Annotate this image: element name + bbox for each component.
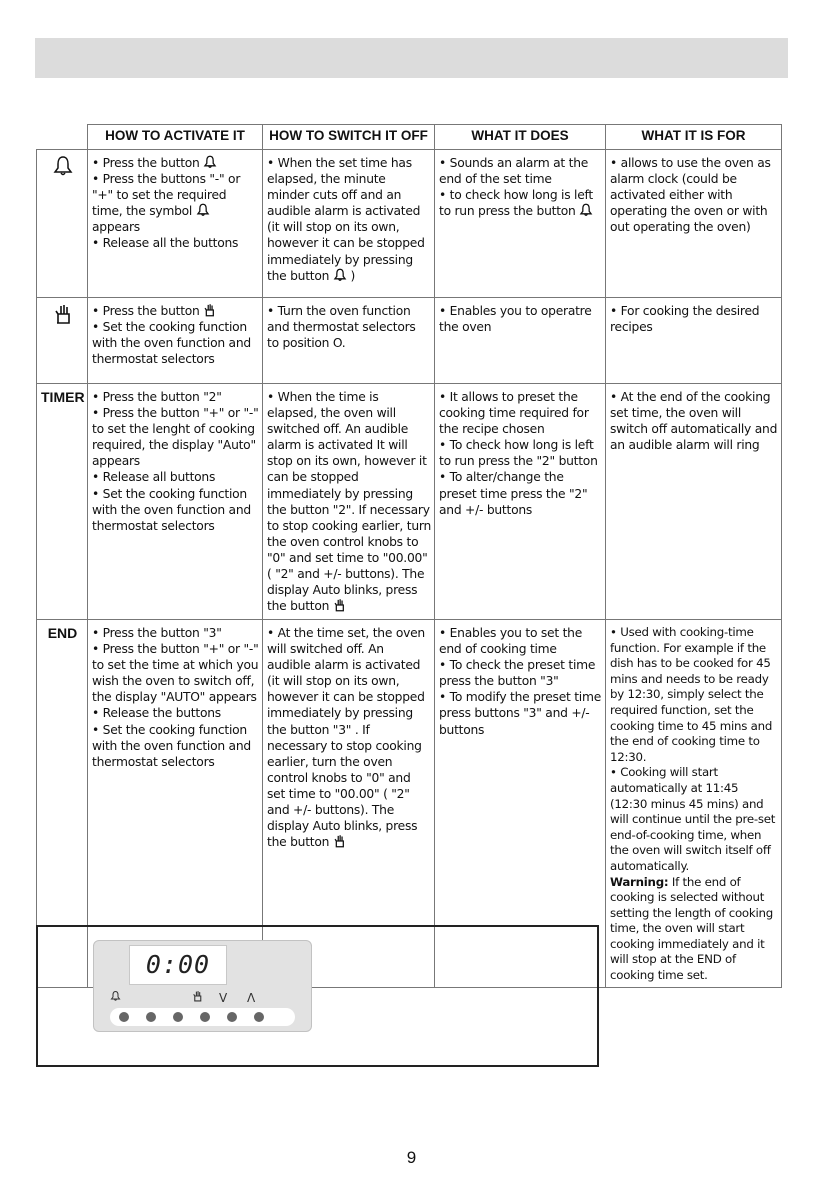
end-activate-line4: • Set the cooking function with the oven function and thermostat selectors (92, 722, 251, 769)
control-panel-frame (36, 925, 599, 1067)
manual-switch-off (263, 298, 435, 384)
header-does: WHAT IT DOES (435, 125, 606, 150)
alarm-does-line1: • Sounds an alarm at the end of the set time (439, 156, 589, 187)
timer-activate-line3: • Release all buttons (92, 470, 216, 485)
panel-button-6[interactable] (254, 1012, 264, 1022)
functions-table (36, 124, 782, 988)
row-label-alarm (37, 150, 88, 298)
panel-button-4[interactable] (200, 1012, 210, 1022)
manual-for (606, 298, 782, 384)
timer-does-line3: • To alter/change the preset time press the "2" and +/- buttons (439, 470, 588, 517)
row-label-timer: TIMER (37, 384, 88, 620)
alarm-activate-line2: • Press the buttons "-" or "+" to set the required time, the symbol (92, 172, 241, 219)
header-for: WHAT IT IS FOR (606, 125, 782, 150)
manual-activate (88, 298, 263, 384)
end-switch-off-text: • At the time set, the oven will switched off. An audible alarm is activated (it will stop on its own, however it can be stopped immediately by pressing the button "3" . If necessary to stop cooking earlier, turn the oven control knobs to "0" and set time to "00.00" ( "2" and +/- buttons). The display Auto blinks, press the button (267, 626, 425, 850)
timer-for (606, 384, 782, 620)
header-activate: HOW TO ACTIVATE IT (88, 125, 263, 150)
alarm-activate-line3: • Release all the buttons (92, 236, 239, 251)
table-row-timer (37, 384, 782, 620)
timer-for-line1: • At the end of the cooking set time, the oven will switch off automatically and an audible alarm will ring (610, 390, 778, 453)
row-label-end: END (37, 620, 88, 988)
alarm-for-line1: • allows to use the oven as alarm clock (could be activated either with operating the oven or with out operating the oven) (610, 156, 771, 235)
end-does-line1: • Enables you to set the end of cooking time (439, 626, 583, 657)
timer-does (435, 384, 606, 620)
end-for-warning-label: Warning: (610, 874, 669, 889)
panel-button-2[interactable] (146, 1012, 156, 1022)
alarm-activate-line2b: appears (92, 220, 140, 235)
manual-switch-off-line1: • Turn the oven function and thermostat selectors to position O. (267, 304, 416, 351)
header-blank (37, 125, 88, 150)
manual-does-line1: • Enables you to operatre the oven (439, 304, 592, 335)
manual-for-line1: • For cooking the desired recipes (610, 304, 760, 335)
alarm-switch-off-text: • When the set time has elapsed, the minute minder cuts off and an audible alarm is activated (it will stop on its own, however it can be stopped immediately by pressing the button (267, 156, 425, 283)
end-for-warning-text: If the end of cooking is selected without setting the length of cooking time, the oven will start cooking immediately and it will stop at the END of cooking time set. (610, 874, 773, 983)
table-row-alarm (37, 150, 782, 298)
panel-symbols (94, 991, 311, 1005)
button-strip (110, 1008, 295, 1026)
bell-icon (196, 203, 210, 217)
plus-symbol[interactable]: Λ (247, 991, 256, 1005)
alarm-activate-line1: • Press the button (92, 156, 200, 170)
timer-activate (88, 384, 263, 620)
manual-does (435, 298, 606, 384)
alarm-switch-off (263, 150, 435, 298)
page-number: 9 (406, 1148, 417, 1167)
bell-icon (203, 155, 217, 169)
header-switch-off: HOW TO SWITCH IT OFF (263, 125, 435, 150)
bell-icon (579, 203, 593, 217)
end-for-para1: • Used with cooking-time function. For example if the dish has to be cooked for 45 mins and needs to be ready by 12:30, simply select the required function, set the cooking time to 45 mins and the end of cooking time to 12:30. (610, 625, 773, 764)
end-activate-line1: • Press the button "3" (92, 626, 222, 640)
hand-icon[interactable] (192, 990, 203, 1002)
timer-does-line2: • To check how long is left to run press the "2" button (439, 438, 598, 469)
header-row (37, 125, 782, 150)
row-label-manual (37, 298, 88, 384)
end-activate-line3: • Release the buttons (92, 706, 221, 721)
hand-icon (333, 834, 346, 848)
bell-icon (52, 155, 74, 177)
manual-activate-line2: • Set the cooking function with the oven function and thermostat selectors (92, 320, 251, 367)
header-banner (35, 38, 788, 78)
timer-activate-line2: • Press the button "+" or "-" to set the lenght of cooking required, the display "Auto" appears (92, 406, 259, 469)
control-panel (93, 940, 312, 1032)
minus-symbol[interactable]: V (219, 991, 228, 1005)
alarm-for (606, 150, 782, 298)
alarm-does-line2: • to check how long is left to run press the button (439, 188, 593, 219)
end-does-line3: • To modify the preset time press buttons "3" and +/- buttons (439, 690, 602, 737)
timer-switch-off (263, 384, 435, 620)
end-activate-line2: • Press the button "+" or "-" to set the time at which you wish the oven to switch off, the display "AUTO" appears (92, 642, 259, 705)
alarm-does (435, 150, 606, 298)
table-row-manual (37, 298, 782, 384)
alarm-activate (88, 150, 263, 298)
timer-switch-off-text: • When the time is elapsed, the oven will switched off. An audible alarm is activated It will stop on its own, however it can be stopped immediately by pressing the button "2". If necessary to stop cooking earlier, turn the oven control knobs to "0" and set time to "00.00" ( "2" and +/- buttons). The display Auto blinks, press the button (267, 390, 431, 614)
hand-icon (333, 598, 346, 612)
timer-activate-line1: • Press the button "2" (92, 390, 222, 404)
end-does-line2: • To check the preset time press the button "3" (439, 658, 596, 689)
end-for-para2: • Cooking will start automatically at 11:45 (12:30 minus 45 mins) and will continue until the pre-set end-of-cooking time, when the oven will switch itself off automatically. (610, 765, 776, 873)
bell-icon[interactable] (110, 990, 121, 1002)
manual-activate-line1: • Press the button (92, 304, 200, 318)
panel-button-5[interactable] (227, 1012, 237, 1022)
hand-icon (53, 303, 73, 325)
timer-does-line1: • It allows to preset the cooking time required for the recipe chosen (439, 390, 589, 437)
end-for (606, 620, 782, 988)
timer-activate-line4: • Set the cooking function with the oven function and thermostat selectors (92, 486, 251, 533)
bell-icon (333, 268, 347, 282)
panel-button-3[interactable] (173, 1012, 183, 1022)
panel-button-1[interactable] (119, 1012, 129, 1022)
alarm-switch-off-close: ) (350, 268, 356, 283)
clock-display: 0:00 (129, 945, 227, 985)
hand-icon (203, 303, 216, 317)
